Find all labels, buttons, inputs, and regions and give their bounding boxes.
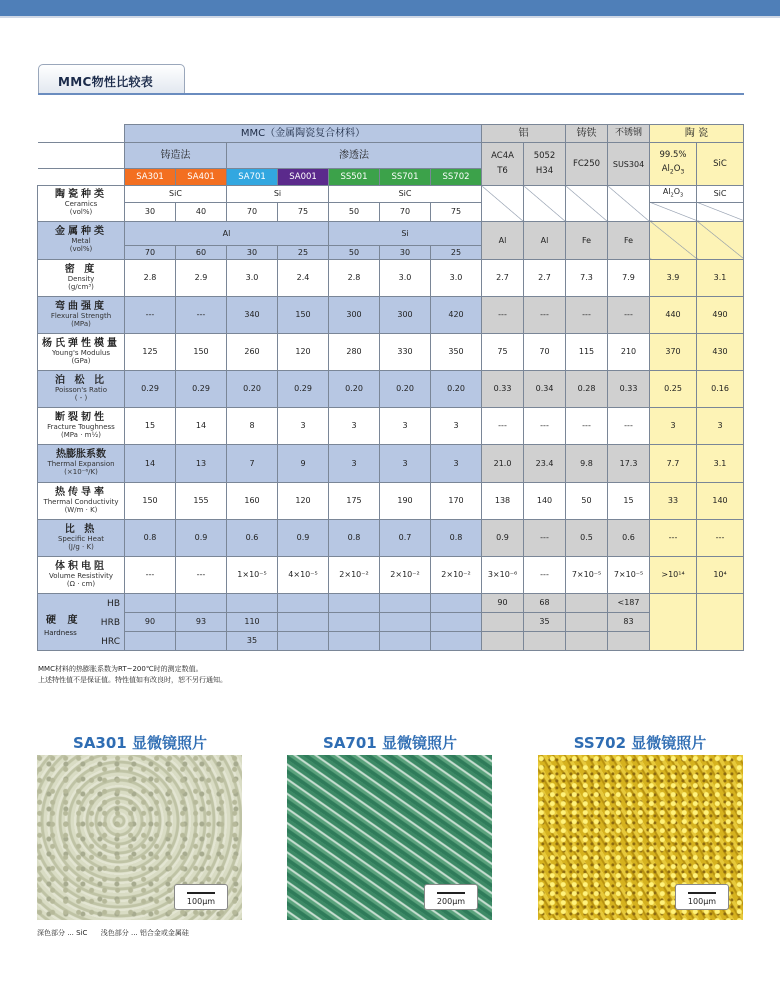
- value-cell: [380, 612, 431, 631]
- value-cell: [566, 612, 608, 631]
- specific-value: 0.8: [431, 519, 482, 556]
- conduct-value: 160: [227, 482, 278, 519]
- table-notes: [38, 664, 227, 686]
- density-value: 3.9: [650, 259, 697, 296]
- infiltration-header: 渗透法: [227, 143, 482, 169]
- sic-header: SiC: [697, 143, 744, 186]
- resist-value: 2×10⁻²: [431, 556, 482, 593]
- young-value: 75: [482, 333, 524, 370]
- note-line: MMC材料的热膨胀系数为RT~200℃时的测定数值。: [38, 665, 203, 673]
- blank: [38, 169, 125, 186]
- ac4a-header: AC4A T6: [482, 143, 524, 186]
- specific-value: ---: [697, 519, 744, 556]
- grade-ss501: SS501: [329, 169, 380, 186]
- value-cell: [524, 631, 566, 650]
- value-cell: 70: [380, 202, 431, 221]
- value-cell: [278, 593, 329, 612]
- flex-value: ---: [125, 296, 176, 333]
- flex-value: ---: [566, 296, 608, 333]
- flex-value: ---: [608, 296, 650, 333]
- fracture-value: ---: [524, 407, 566, 444]
- specific-value: 0.5: [566, 519, 608, 556]
- thermal-value: 7.7: [650, 444, 697, 482]
- na-cell: [608, 186, 650, 222]
- ceramic-header: 陶 瓷: [650, 125, 744, 143]
- specific-value: 0.8: [125, 519, 176, 556]
- flex-value: 300: [329, 296, 380, 333]
- resist-value: ---: [176, 556, 227, 593]
- density-value: 2.8: [125, 259, 176, 296]
- thermal-value: 3: [431, 444, 482, 482]
- value-cell: 25: [431, 245, 482, 259]
- micrograph-sa301: [37, 755, 242, 920]
- top-banner: [0, 0, 780, 16]
- resist-value: 2×10⁻²: [380, 556, 431, 593]
- density-value: 3.1: [697, 259, 744, 296]
- grade-sa001: SA001: [278, 169, 329, 186]
- value-cell: [329, 593, 380, 612]
- conduct-value: 15: [608, 482, 650, 519]
- page-title: MMC物性比较表: [38, 64, 185, 94]
- poisson-value: 0.33: [482, 370, 524, 407]
- value-cell: 110: [227, 612, 278, 631]
- n5052-header: 5052 H34: [524, 143, 566, 186]
- conduct-value: 138: [482, 482, 524, 519]
- metal-label: 金属种类 Metal (vol%): [38, 221, 125, 259]
- value-cell: SiC: [329, 186, 482, 203]
- resist-value: >10¹⁴: [650, 556, 697, 593]
- resistivity-label: 体积电阻 Volume Resistivity (Ω · cm): [38, 556, 125, 593]
- fracture-value: 3: [278, 407, 329, 444]
- ceramics-label: 陶瓷种类 Ceramics (vol%): [38, 186, 125, 222]
- value-cell: [278, 631, 329, 650]
- density-value: 2.8: [329, 259, 380, 296]
- micrograph-ss702: [538, 755, 743, 920]
- value-cell: 35: [227, 631, 278, 650]
- value-cell: [125, 631, 176, 650]
- value-cell: 68: [524, 593, 566, 612]
- al2o3-header: 99.5% $Al_2O_3$: [650, 143, 697, 186]
- flex-value: 420: [431, 296, 482, 333]
- value-cell: Fe: [608, 221, 650, 259]
- value-cell: [608, 631, 650, 650]
- thermal-expansion-label: 热膨胀系数 Thermal Expansion (×10⁻⁶/K): [38, 444, 125, 482]
- photo-title-sa301: SA301 显微镜照片: [73, 734, 207, 752]
- flex-value: 300: [380, 296, 431, 333]
- specific-heat-label: 比 热 Specific Heat (J/g · K): [38, 519, 125, 556]
- value-cell: 83: [608, 612, 650, 631]
- value-cell: [566, 631, 608, 650]
- fracture-value: 14: [176, 407, 227, 444]
- value-cell: 30: [125, 202, 176, 221]
- conduct-value: 140: [697, 482, 744, 519]
- value-cell: 70: [227, 202, 278, 221]
- thermal-value: 9.8: [566, 444, 608, 482]
- thermal-value: 23.4: [524, 444, 566, 482]
- corner-cell: [38, 125, 125, 143]
- fracture-value: ---: [482, 407, 524, 444]
- casting-header: 铸造法: [125, 143, 227, 169]
- fracture-value: 3: [650, 407, 697, 444]
- value-cell: 50: [329, 202, 380, 221]
- resist-value: 7×10⁻⁵: [566, 556, 608, 593]
- value-cell: Si: [227, 186, 329, 203]
- properties-table: [37, 124, 744, 651]
- flex-value: ---: [524, 296, 566, 333]
- value-cell: [431, 631, 482, 650]
- resist-value: ---: [524, 556, 566, 593]
- specific-value: 0.9: [176, 519, 227, 556]
- resist-value: 3×10⁻⁶: [482, 556, 524, 593]
- fracture-value: ---: [566, 407, 608, 444]
- conduct-value: 50: [566, 482, 608, 519]
- fracture-value: 15: [125, 407, 176, 444]
- poisson-value: 0.29: [278, 370, 329, 407]
- grade-sa401: SA401: [176, 169, 227, 186]
- value-cell: [566, 593, 608, 612]
- blank: [38, 143, 125, 169]
- value-cell: [431, 612, 482, 631]
- note-line: 上述特性值不是保证值。特性值如有改良时，恕不另行通知。: [38, 676, 227, 684]
- conduct-value: 150: [125, 482, 176, 519]
- flex-value: 150: [278, 296, 329, 333]
- value-cell: 35: [524, 612, 566, 631]
- fracture-value: 3: [329, 407, 380, 444]
- grade-sa701: SA701: [227, 169, 278, 186]
- poisson-value: 0.20: [227, 370, 278, 407]
- specific-value: ---: [650, 519, 697, 556]
- thermal-value: 7: [227, 444, 278, 482]
- poisson-value: 0.20: [380, 370, 431, 407]
- fracture-value: 3: [697, 407, 744, 444]
- value-cell: [278, 612, 329, 631]
- value-cell: 30: [380, 245, 431, 259]
- ci-header: 铸铁: [566, 125, 608, 143]
- resist-value: ---: [125, 556, 176, 593]
- young-value: 350: [431, 333, 482, 370]
- conduct-value: 170: [431, 482, 482, 519]
- flex-value: 490: [697, 296, 744, 333]
- value-cell: 75: [431, 202, 482, 221]
- value-cell: SiC: [125, 186, 227, 203]
- grade-ss702: SS702: [431, 169, 482, 186]
- poisson-value: 0.25: [650, 370, 697, 407]
- resist-value: 10⁴: [697, 556, 744, 593]
- al-header: 铝: [482, 125, 566, 143]
- density-value: 3.0: [431, 259, 482, 296]
- value-cell: [176, 593, 227, 612]
- value-cell: <187: [608, 593, 650, 612]
- value-cell: [329, 631, 380, 650]
- flex-value: ---: [176, 296, 227, 333]
- value-cell: SiC: [697, 186, 744, 203]
- thermal-value: 3: [380, 444, 431, 482]
- value-cell: [176, 631, 227, 650]
- fracture-value: 3: [380, 407, 431, 444]
- grade-ss701: SS701: [380, 169, 431, 186]
- value-cell: [125, 593, 176, 612]
- value-cell: [650, 593, 697, 650]
- density-label: 密 度 Density (g/cm³): [38, 259, 125, 296]
- flex-value: 440: [650, 296, 697, 333]
- scale-bar: 200μm: [424, 884, 478, 910]
- thermal-value: 9: [278, 444, 329, 482]
- young-value: 370: [650, 333, 697, 370]
- conduct-value: 155: [176, 482, 227, 519]
- value-cell: Al: [125, 221, 329, 245]
- value-cell: Al: [482, 221, 524, 259]
- value-cell: [227, 593, 278, 612]
- na-cell: [566, 186, 608, 222]
- poisson-label: 泊 松 比 Poisson's Ratio ( - ): [38, 370, 125, 407]
- sus304-header: SUS304: [608, 143, 650, 186]
- value-cell: 25: [278, 245, 329, 259]
- hardness-label: HB 硬 度 Hardness HRB HRC: [38, 593, 125, 650]
- density-value: 7.9: [608, 259, 650, 296]
- na-cell: [697, 221, 744, 259]
- value-cell: Al: [524, 221, 566, 259]
- young-value: 280: [329, 333, 380, 370]
- scale-bar: 100μm: [675, 884, 729, 910]
- young-value: 150: [176, 333, 227, 370]
- value-cell: [431, 593, 482, 612]
- thermal-value: 21.0: [482, 444, 524, 482]
- fracture-label: 断裂韧性 Fracture Toughness (MPa · m½): [38, 407, 125, 444]
- value-cell: 50: [329, 245, 380, 259]
- na-cell: [650, 202, 697, 221]
- value-cell: $Al_2O_3$: [650, 186, 697, 203]
- value-cell: Si: [329, 221, 482, 245]
- grade-sa301: SA301: [125, 169, 176, 186]
- young-value: 125: [125, 333, 176, 370]
- value-cell: 93: [176, 612, 227, 631]
- specific-value: 0.6: [227, 519, 278, 556]
- legend-footnote: 深色部分 ... SiC 浅色部分 ... 铝合金或金属硅: [37, 929, 189, 937]
- young-value: 120: [278, 333, 329, 370]
- value-cell: 70: [125, 245, 176, 259]
- value-cell: [329, 612, 380, 631]
- poisson-value: 0.20: [431, 370, 482, 407]
- fracture-value: ---: [608, 407, 650, 444]
- flex-value: 340: [227, 296, 278, 333]
- specific-value: 0.8: [329, 519, 380, 556]
- ss-header: 不锈钢: [608, 125, 650, 143]
- poisson-value: 0.34: [524, 370, 566, 407]
- value-cell: [380, 631, 431, 650]
- density-value: 3.0: [380, 259, 431, 296]
- conduct-value: 33: [650, 482, 697, 519]
- specific-value: 0.7: [380, 519, 431, 556]
- specific-value: 0.9: [278, 519, 329, 556]
- value-cell: Fe: [566, 221, 608, 259]
- density-value: 7.3: [566, 259, 608, 296]
- youngs-label: 杨氏弹性模量 Young's Modulus (GPa): [38, 333, 125, 370]
- scale-bar: 100μm: [174, 884, 228, 910]
- specific-value: 0.6: [608, 519, 650, 556]
- thermal-conductivity-label: 热传导率 Thermal Conductivity (W/m · K): [38, 482, 125, 519]
- value-cell: [482, 631, 524, 650]
- thermal-value: 13: [176, 444, 227, 482]
- young-value: 115: [566, 333, 608, 370]
- thermal-value: 14: [125, 444, 176, 482]
- flex-value: ---: [482, 296, 524, 333]
- na-cell: [697, 202, 744, 221]
- fc250-header: FC250: [566, 143, 608, 186]
- title-divider: [38, 93, 744, 95]
- fracture-value: 8: [227, 407, 278, 444]
- poisson-value: 0.29: [176, 370, 227, 407]
- thermal-value: 3: [329, 444, 380, 482]
- value-cell: 90: [125, 612, 176, 631]
- poisson-value: 0.33: [608, 370, 650, 407]
- resist-value: 1×10⁻⁵: [227, 556, 278, 593]
- value-cell: [482, 612, 524, 631]
- density-value: 2.7: [524, 259, 566, 296]
- young-value: 330: [380, 333, 431, 370]
- conduct-value: 120: [278, 482, 329, 519]
- na-cell: [524, 186, 566, 222]
- value-cell: [380, 593, 431, 612]
- density-value: 2.7: [482, 259, 524, 296]
- resist-value: 4×10⁻⁵: [278, 556, 329, 593]
- photo-title-sa701: SA701 显微镜照片: [323, 734, 457, 752]
- value-cell: 40: [176, 202, 227, 221]
- fracture-value: 3: [431, 407, 482, 444]
- conduct-value: 140: [524, 482, 566, 519]
- conduct-value: 175: [329, 482, 380, 519]
- density-value: 2.4: [278, 259, 329, 296]
- specific-value: 0.9: [482, 519, 524, 556]
- young-value: 260: [227, 333, 278, 370]
- resist-value: 2×10⁻²: [329, 556, 380, 593]
- value-cell: 60: [176, 245, 227, 259]
- young-value: 210: [608, 333, 650, 370]
- thermal-value: 17.3: [608, 444, 650, 482]
- young-value: 430: [697, 333, 744, 370]
- na-cell: [650, 221, 697, 259]
- poisson-value: 0.20: [329, 370, 380, 407]
- value-cell: 90: [482, 593, 524, 612]
- thermal-value: 3.1: [697, 444, 744, 482]
- mmc-header: MMC（金属陶瓷复合材料）: [125, 125, 482, 143]
- value-cell: 75: [278, 202, 329, 221]
- poisson-value: 0.29: [125, 370, 176, 407]
- na-cell: [482, 186, 524, 222]
- conduct-value: 190: [380, 482, 431, 519]
- density-value: 2.9: [176, 259, 227, 296]
- resist-value: 7×10⁻⁵: [608, 556, 650, 593]
- poisson-value: 0.16: [697, 370, 744, 407]
- photo-title-ss702: SS702 显微镜照片: [573, 734, 707, 752]
- micrograph-sa701: [287, 755, 492, 920]
- specific-value: ---: [524, 519, 566, 556]
- flexural-label: 弯曲强度 Flexural Strength (MPa): [38, 296, 125, 333]
- value-cell: [697, 593, 744, 650]
- young-value: 70: [524, 333, 566, 370]
- density-value: 3.0: [227, 259, 278, 296]
- poisson-value: 0.28: [566, 370, 608, 407]
- value-cell: 30: [227, 245, 278, 259]
